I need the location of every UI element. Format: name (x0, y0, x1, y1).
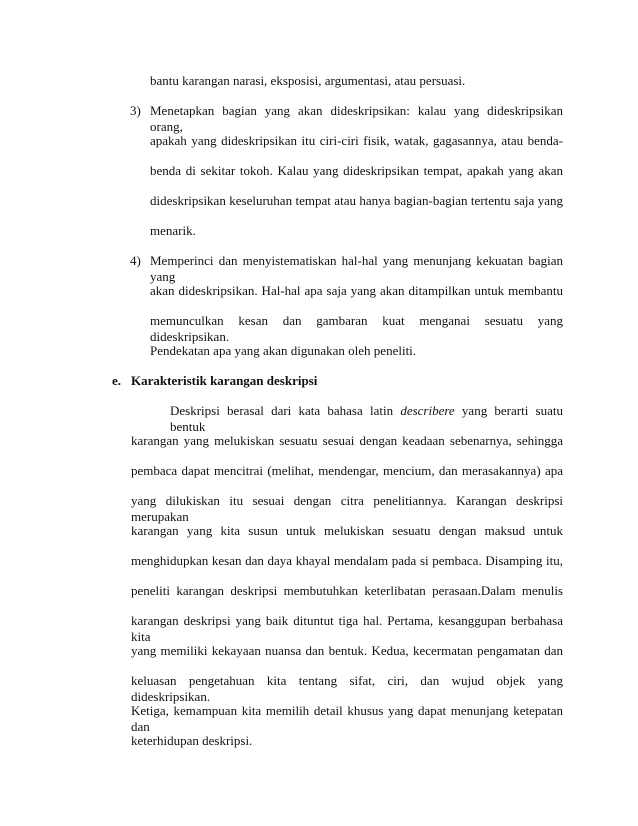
list-item-line: Menetapkan bagian yang akan dideskripsikan: kalau yang dideskripsikan orang, (150, 103, 563, 134)
paragraph-line: karangan deskripsi yang baik dituntut tiga hal. Pertama, kesanggupan berbahasa kita (131, 613, 563, 644)
list-item-line: Memperinci dan menyistematiskan hal-hal yang menunjang kekuatan bagian yang (150, 253, 563, 284)
paragraph-line: menghidupkan kesan dan daya khayal mendalam pada si pembaca. Disamping itu, (131, 553, 563, 568)
list-item-line: Pendekatan apa yang akan digunakan oleh peneliti. (150, 343, 417, 358)
paragraph-line: keluasan pengetahuan kita tentang sifat, ciri, dan wujud objek yang dideskripsikan. (131, 673, 563, 704)
paragraph-line: pembaca dapat mencitrai (melihat, mendengar, mencium, dan merasakannya) apa (131, 463, 563, 478)
list-item-number: 3) (130, 103, 141, 118)
paragraph-line: peneliti karangan deskripsi membutuhkan keterlibatan perasaan.Dalam menulis (131, 583, 563, 598)
latin-term: describere (400, 403, 455, 418)
paragraph-line: karangan yang melukiskan sesuatu sesuai dengan keadaan sebenarnya, sehingga (131, 433, 563, 448)
list-item-line: akan dideskripsikan. Hal-hal apa saja yang akan ditampilkan untuk membantu (150, 283, 563, 298)
paragraph-line: keterhidupan deskripsi. (131, 733, 253, 748)
paragraph-line: Ketiga, kemampuan kita memilih detail khusus yang dapat menunjang ketepatan dan (131, 703, 563, 734)
paragraph-line: yang dilukiskan itu sesuai dengan citra penelitiannya. Karangan deskripsi merupakan (131, 493, 563, 524)
paragraph-first-line (170, 403, 563, 435)
list-continuation-line: bantu karangan narasi, eksposisi, argumentasi, atau persuasi. (150, 73, 466, 88)
paragraph-line: yang memiliki kekayaan nuansa dan bentuk. Kedua, kecermatan pengamatan dan (131, 643, 563, 658)
paragraph-text: yang berarti suatu bentuk (170, 403, 563, 434)
list-item-line: menarik. (150, 223, 196, 238)
list-item-line: memunculkan kesan dan gambaran kuat menganai sesuatu yang dideskripsikan. (150, 313, 563, 344)
paragraph-text: Deskripsi berasal dari kata bahasa latin (170, 403, 401, 418)
list-item-line: apakah yang dideskripsikan itu ciri-ciri fisik, watak, gagasannya, atau benda- (150, 133, 563, 148)
section-marker: e. (112, 373, 122, 388)
paragraph-line: karangan yang kita susun untuk melukiskan sesuatu dengan maksud untuk (131, 523, 563, 538)
list-item-line: benda di sekitar tokoh. Kalau yang dideskripsikan tempat, apakah yang akan (150, 163, 563, 178)
list-item-line: dideskripsikan keseluruhan tempat atau hanya bagian-bagian tertentu saja yang (150, 193, 563, 208)
section-heading: Karakteristik karangan deskripsi (131, 373, 318, 388)
list-item-number: 4) (130, 253, 141, 268)
